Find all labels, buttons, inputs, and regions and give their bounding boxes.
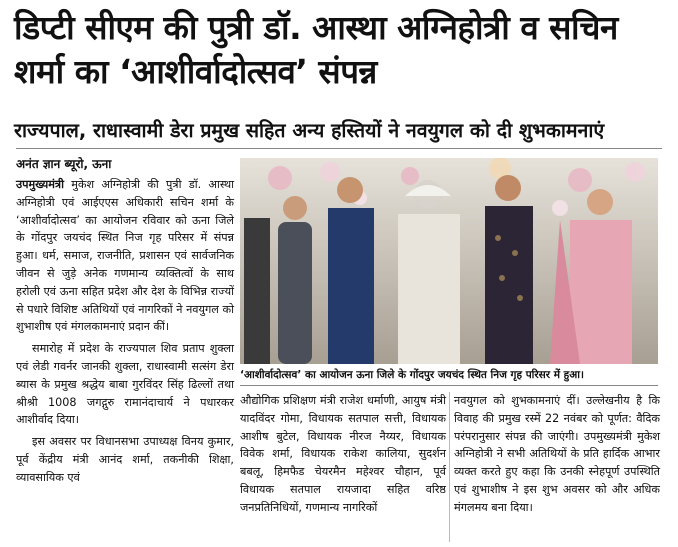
article-column-1	[16, 176, 234, 491]
column-2-text: औद्योगिक प्रशिक्षण मंत्री राजेश धर्माणी, आयुष मंत्री यादविंदर गोमा, विधायक सतपाल सत्ती, विधायक आशीष बुटेल, विधायक नीरज नैय्यर, विधायक विवेक शर्मा, विधायक राकेश कालिया, सुदर्शन बबलू, हिमफैड चेयरमैन महेश्वर चौहान, पूर्व विधायक सतपाल रायजादा सहित वरिष्ठ जनप्रतिनिधियों, गणमान्य नागरिकों	[240, 394, 446, 514]
article-column-3	[454, 392, 660, 517]
event-photo	[240, 158, 658, 364]
header-divider	[16, 148, 662, 149]
headline: डिप्टी सीएम की पुत्री डॉ. आस्था अग्निहोत्री व सचिन शर्मा का ‘आशीर्वादोत्सव’ संपन्न	[14, 8, 618, 91]
paragraph-2: समारोह में प्रदेश के राज्यपाल शिव प्रताप शुक्ला एवं लेडी गवर्नर जानकी शुक्ला, राधास्वामी सत्संग डेरा ब्यास के प्रमुख श्रद्धेय बाबा गुरविंदर सिंह ढिल्लों तथा श्रीश्री 1008 जगद्गुरु रामानंदाचार्य ने पधारकर आशीर्वाद दिया।	[16, 342, 234, 427]
paragraph-1-text: मुकेश अग्निहोत्री की पुत्री डॉ. आस्था अग्निहोत्री एवं आईएएस अधिकारी सचिन शर्मा के ‘आशीर्वादोत्सव’ का आयोजन रविवार को ऊना जिले के गोंदपुर जयचंद स्थित निज गृह परिसर में संपन्न हुआ। धर्म, समाज, राजनीति, प्रशासन एवं सार्वजनिक जीवन से जुड़े अनेक गणमान्य व्यक्तित्वों के साथ हरोली एवं ऊना सहित प्रदेश और देश के विभिन्न राज्यों से पधारे विशिष्ट अतिथियों एवं नागरिकों ने नवयुगल को शुभाशीष एवं मंगलकामनाएं प्रदान कीं।	[16, 178, 234, 334]
caption-divider	[240, 385, 658, 386]
paragraph-3: इस अवसर पर विधानसभा उपाध्यक्ष विनय कुमार, पूर्व केंद्रीय मंत्री आनंद शर्मा, तकनीकी शिक्षा, व्यावसायिक एवं	[16, 435, 234, 484]
byline: अनंत ज्ञान ब्यूरो, ऊना	[16, 157, 112, 171]
column-3-text: नवयुगल को शुभकामनाएं दीं। उल्लेखनीय है कि विवाह की प्रमुख रस्में 22 नवंबर को पूर्णत: वैदिक परंपरानुसार संपन्न की जाएंगी। उपमुख्यमंत्री मुकेश अग्निहोत्री ने सभी अतिथियों के प्रति हार्दिक आभार व्यक्त करते हुए कहा कि उनकी स्नेहपूर्ण उपस्थिति एवं शुभाशीष ने इस शुभ अवसर को और अधिक मंगलमय बना दिया।	[454, 394, 660, 514]
article-column-2	[240, 392, 446, 517]
lead-word: उपमुख्यमंत्री	[16, 178, 64, 191]
column-separator	[449, 392, 450, 542]
paragraph-1	[16, 176, 234, 336]
subheadline: राज्यपाल, राधास्वामी डेरा प्रमुख सहित अन्य हस्तियों ने नवयुगल को दी शुभकामनाएं	[14, 119, 605, 142]
photo-caption: ‘आशीर्वादोत्सव’ का आयोजन ऊना जिले के गोंदपुर जयचंद स्थित निज गृह परिसर में हुआ।	[240, 369, 584, 381]
photo-illustration	[240, 158, 658, 364]
